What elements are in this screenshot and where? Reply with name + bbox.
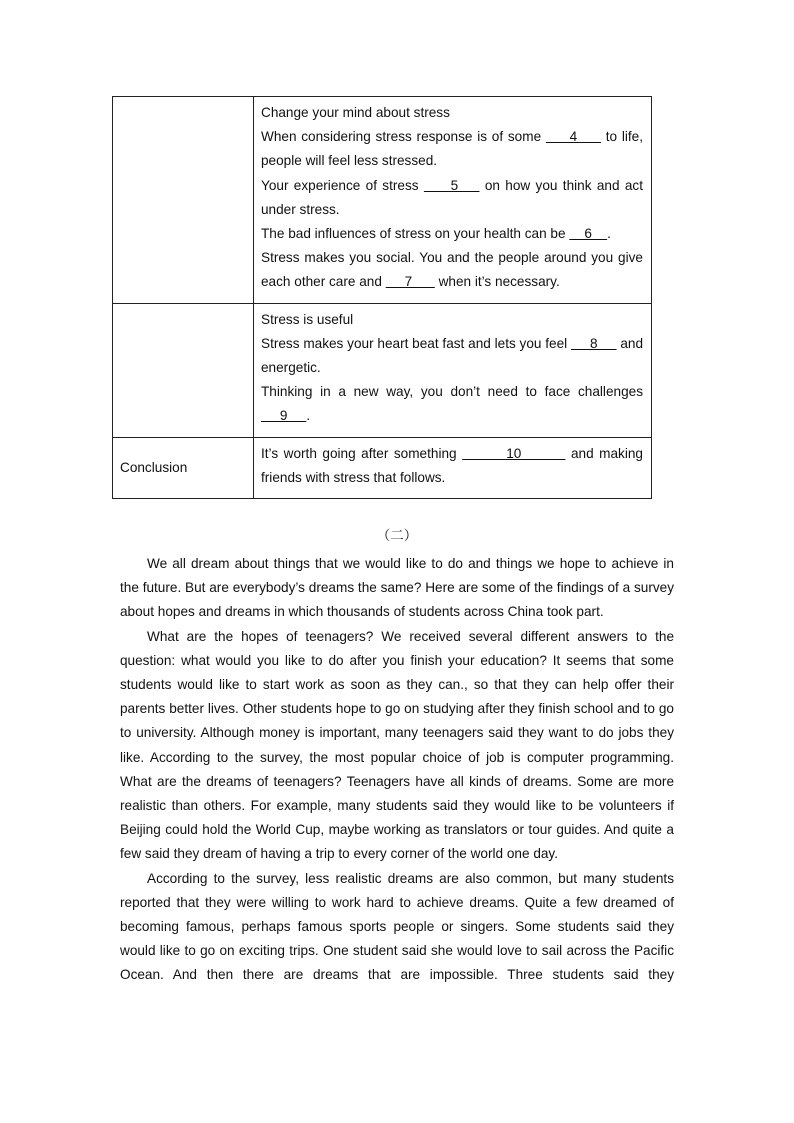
sentence-text: When considering stress response is of some xyxy=(261,129,546,145)
sentence-text: . xyxy=(306,408,311,424)
content-cell-stress-useful xyxy=(254,303,652,437)
conclusion-label: Conclusion xyxy=(113,437,254,498)
sentence-text: Stress makes you social. You and the people around you give each other care and xyxy=(261,250,643,290)
section-title: （二） xyxy=(376,528,418,543)
sentence xyxy=(261,246,643,294)
empty-label-cell xyxy=(113,303,254,437)
table-row xyxy=(113,437,652,498)
empty-label-cell xyxy=(113,97,254,304)
blank-5: 5 xyxy=(423,177,480,193)
sentence-text: . xyxy=(607,226,611,242)
sentence-text: Thinking in a new way, you don’t need to face challenges xyxy=(261,384,643,400)
row-heading: Stress is useful xyxy=(261,311,354,327)
paragraph-2: What are the hopes of teenagers? We received several different answers to the question: what would you like to do after you finish your education? It seems that some students would like to start work as soon as they can., so that they can help offer their parents better lives. Other students hope to go on studying after they finish school and to go to university. Although money is important, many teenagers said they want to do jobs they like. According to the survey, the most popular choice of job is computer programming. What are the dreams of teenagers? Teenagers have all kinds of dreams. Some are more realistic than others. For example, many students said they would like to be volunteers if Beijing could hold the World Cup, maybe working as translators or tour guides. And quite a few said they dream of having a trip to every corner of the world one day. xyxy=(120,628,674,862)
sentence-text: It’s worth going after something xyxy=(261,445,463,461)
sentence-text: Stress makes your heart beat fast and lets you feel xyxy=(261,335,571,351)
table-row xyxy=(113,303,652,437)
blank-7: 7 xyxy=(385,274,435,290)
blank-6: 6 xyxy=(569,226,608,242)
sentence xyxy=(261,174,643,222)
blank-4: 4 xyxy=(545,129,601,145)
table-row xyxy=(113,97,652,304)
sentence-text: and energetic. xyxy=(261,335,644,376)
cloze-table xyxy=(112,96,652,499)
sentence xyxy=(261,125,643,173)
reading-passage xyxy=(120,552,674,988)
sentence xyxy=(261,332,643,380)
sentence-text: The bad influences of stress on your health can be xyxy=(261,226,570,242)
blank-9: 9 xyxy=(261,408,307,424)
sentence-text: when it’s necessary. xyxy=(434,274,560,290)
sentence-text: on how you think and act under stress. xyxy=(261,177,643,217)
content-cell-conclusion xyxy=(254,437,652,498)
paragraph-1: We all dream about things that we would like to do and things we hope to achieve in the future. But are everybody’s dreams the same? Here are some of the findings of a survey about hopes and dreams in which thousands of students across China took part. xyxy=(120,556,674,620)
sentence xyxy=(261,380,643,428)
sentence-text: to life, people will feel less stressed. xyxy=(261,129,644,169)
blank-10: 10 xyxy=(462,445,566,461)
sentence xyxy=(261,222,643,246)
paragraph-3: According to the survey, less realistic dreams are also common, but many students reported that they were willing to work hard to achieve dreams. Quite a few dreamed of becoming famous, perhaps famous sports people or singers. Some students said they would like to go on exciting trips. One student said she would love to sail across the Pacific Ocean. And then there are dreams that are impossible. Three students said they xyxy=(120,870,674,983)
row-heading: Change your mind about stress xyxy=(261,105,450,120)
blank-8: 8 xyxy=(571,335,617,351)
content-cell-change-mind xyxy=(254,97,652,304)
sentence xyxy=(261,442,643,490)
sentence-text: Your experience of stress xyxy=(261,177,424,193)
sentence-text: and making friends with stress that follows. xyxy=(261,445,643,485)
